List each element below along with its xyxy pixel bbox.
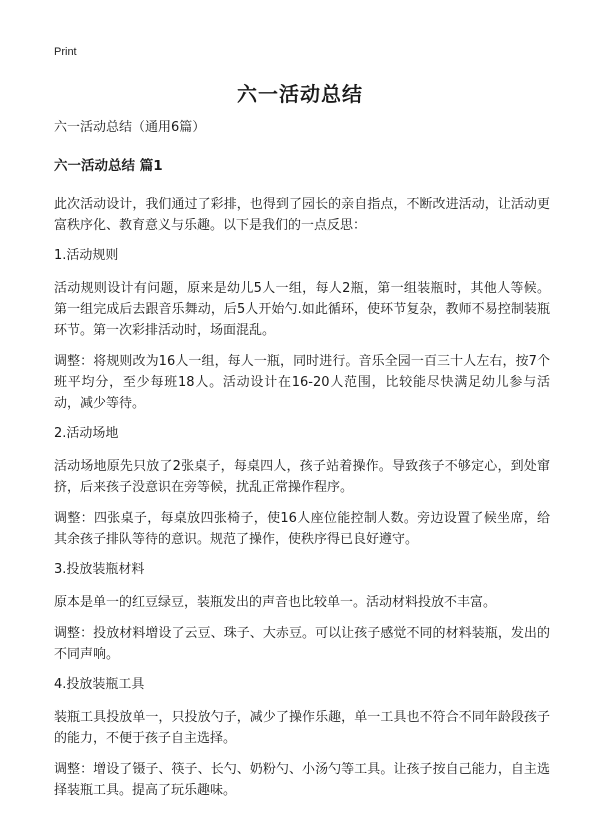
document-body — [54, 118, 550, 811]
print-link[interactable]: Print — [54, 46, 77, 58]
item-adjust-tools: 调整：增设了镊子、筷子、长勺、奶粉勺、小汤勺等工具。让孩子按自己能力，自主选择装瓶工具。提高了玩乐趣味。 — [54, 762, 550, 798]
item-adjust-rules: 调整：将规则改为16人一组，每人一瓶，同时进行。音乐全园一百三十人左右，按7个班平均分，至少每班18人。活动设计在16-20人范围，比较能尽快满足幼儿参与活动，减少等待。 — [54, 354, 550, 411]
item-adjust-venue: 调整：四张桌子，每桌放四张椅子，使16人座位能控制人数。旁边设置了候坐席，给其余孩子排队等待的意识。规范了操作，使秩序得已良好遵守。 — [54, 511, 550, 547]
item-heading-materials: 3.投放装瓶材料 — [54, 562, 145, 577]
item-problem-tools: 装瓶工具投放单一，只投放勺子，减少了操作乐趣，单一工具也不符合不同年龄段孩子的能力，不便于孩子自主选择。 — [54, 710, 550, 746]
intro-paragraph: 此次活动设计，我们通过了彩排，也得到了园长的亲自指点，不断改进活动，让活动更富秩序化、教育意义与乐趣。以下是我们的一点反思： — [54, 197, 550, 233]
item-problem-rules: 活动规则设计有问题，原来是幼儿5人一组，每人2瓶，第一组装瓶时，其他人等候。第一组完成后去跟音乐舞动，后5人开始勺.如此循环，使环节复杂，教师不易控制装瓶环节。第一次彩排活动时，场面混乱。 — [54, 281, 550, 338]
item-heading-rules: 1.活动规则 — [54, 248, 119, 263]
document-title: 六一活动总结 — [237, 82, 363, 106]
document-subtitle: 六一活动总结（通用6篇） — [54, 120, 206, 135]
item-heading-venue: 2.活动场地 — [54, 426, 119, 441]
item-heading-tools: 4.投放装瓶工具 — [54, 677, 145, 692]
section-title: 六一活动总结 篇1 — [54, 158, 163, 174]
item-problem-materials: 原本是单一的红豆绿豆，装瓶发出的声音也比较单一。活动材料投放不丰富。 — [54, 595, 497, 610]
item-adjust-materials: 调整：投放材料增设了云豆、珠子、大赤豆。可以让孩子感觉不同的材料装瓶，发出的不同声响。 — [54, 626, 550, 662]
item-problem-venue: 活动场地原先只放了2张桌子，每桌四人，孩子站着操作。导致孩子不够定心，到处窜挤，后来孩子没意识在旁等候，扰乱正常操作程序。 — [54, 459, 550, 495]
